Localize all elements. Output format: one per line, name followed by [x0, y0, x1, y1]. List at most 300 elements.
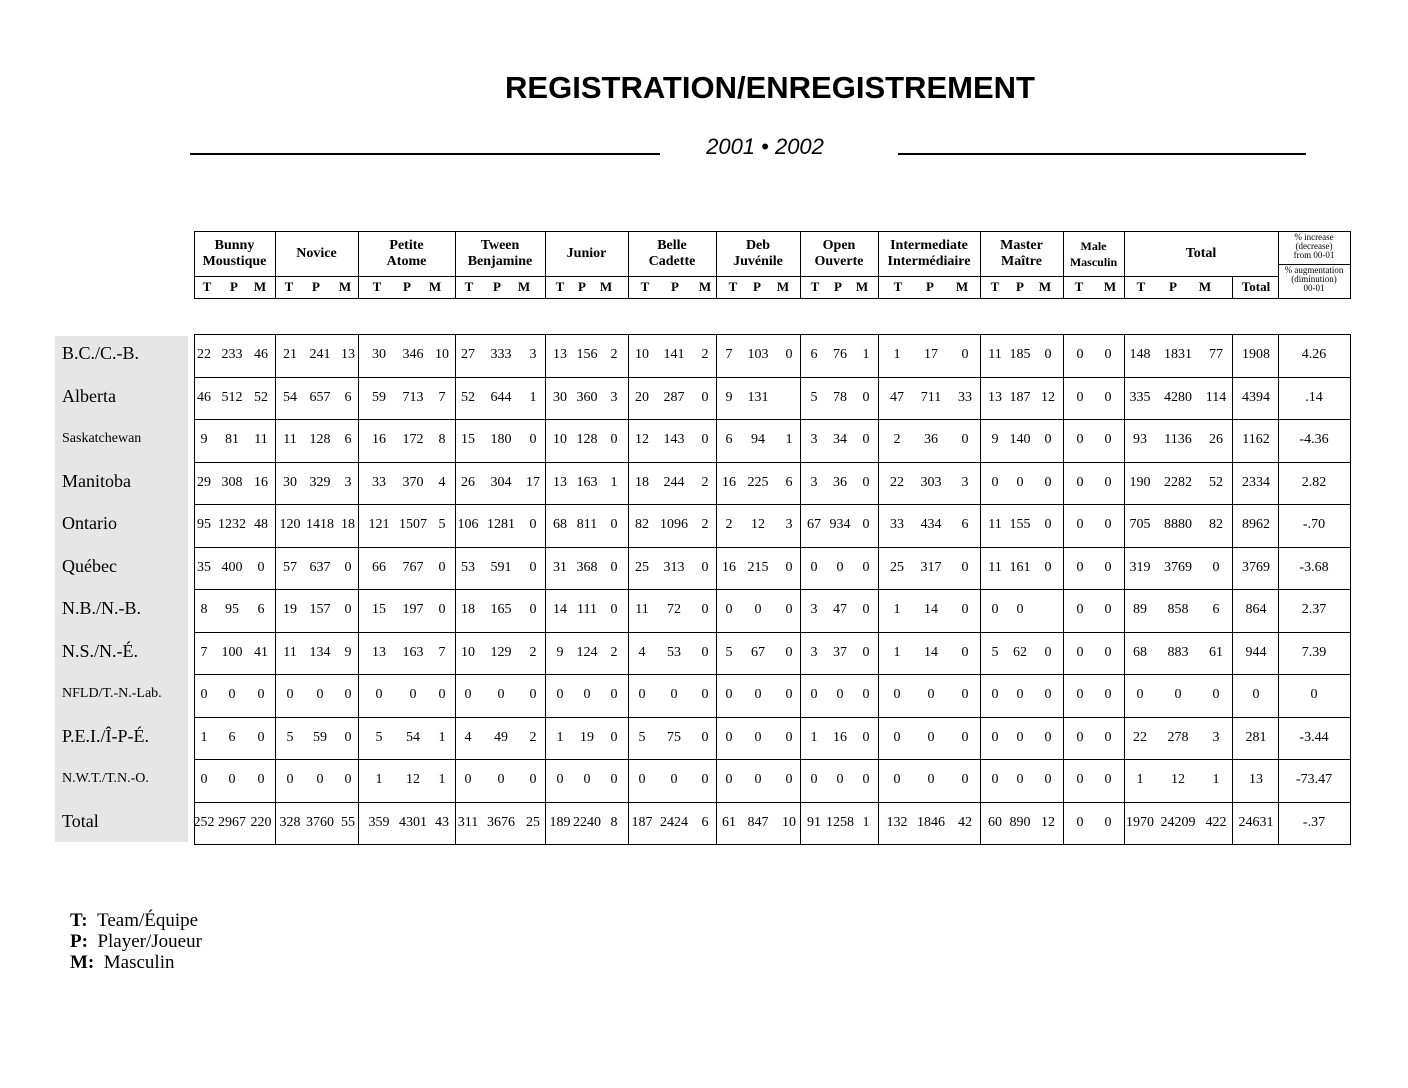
table-cell: 22	[1133, 729, 1147, 745]
table-cell: 11	[988, 559, 1002, 575]
table-cell: 0	[810, 772, 818, 787]
table-cell: 93	[1133, 432, 1147, 447]
table-cell: 713	[402, 389, 424, 405]
table-cell: 2240	[573, 814, 601, 830]
table-cell: 0	[927, 687, 935, 702]
table-cell: 12	[1041, 814, 1055, 830]
table-cell: 1908	[1242, 347, 1270, 362]
table-cell: 0	[1044, 559, 1052, 575]
table-cell: 0	[862, 644, 870, 660]
table-cell: 0	[464, 687, 472, 702]
table-cell: 8962	[1242, 517, 1270, 532]
table-cell: 15	[461, 432, 475, 447]
table-cell: 12	[635, 432, 649, 447]
table-cell: 0	[344, 729, 352, 745]
table-cell: 3	[810, 432, 818, 447]
group-name: Belle	[657, 237, 687, 253]
table-cell: 14	[924, 602, 938, 617]
header-bottom-line	[194, 298, 1351, 299]
table-cell: 33	[890, 517, 904, 532]
sub-header-t: T	[555, 279, 565, 294]
table-cell: 111	[577, 602, 597, 617]
pct-header-line: (diminution)	[1291, 274, 1337, 284]
table-cell: 72	[667, 602, 681, 617]
table-cell: 0	[785, 772, 793, 787]
legend-text: Team/Équipe	[97, 910, 199, 931]
group-name: Bunny	[214, 237, 255, 253]
legend-key: P:	[70, 931, 88, 952]
table-cell: 161	[1009, 559, 1031, 575]
group-name: Master	[1000, 237, 1043, 253]
table-cell: 10	[435, 347, 449, 362]
table-cell: 4394	[1242, 389, 1270, 405]
pct-header-bottom	[1278, 266, 1350, 293]
sub-header-p: P	[834, 279, 842, 294]
table-cell: 0	[344, 687, 352, 702]
sub-header-t: T	[284, 279, 294, 294]
table-cell: 9	[991, 432, 999, 447]
table-cell: 9	[200, 432, 208, 447]
table-cell: 0	[670, 687, 678, 702]
group-name: Junior	[566, 245, 607, 261]
table-cell: -4.36	[1299, 432, 1329, 447]
group-name: Intermediate	[890, 237, 968, 253]
table-cell: 434	[920, 517, 942, 532]
group-name-fr: Intermédiaire	[887, 253, 971, 269]
table-cell: 6	[344, 432, 352, 447]
table-cell: 346	[402, 347, 424, 362]
table-cell: 22	[197, 347, 211, 362]
column-line	[800, 334, 801, 844]
sub-header-p: P	[312, 279, 320, 294]
row-line	[194, 717, 1351, 718]
table-cell: 0	[810, 559, 818, 575]
table-cell: 0	[1044, 687, 1052, 702]
table-cell: 3	[961, 474, 969, 490]
table-cell: 33	[958, 389, 972, 405]
table-cell: 2	[610, 347, 618, 362]
table-cell: 19	[283, 602, 297, 617]
table-cell: 13	[553, 347, 567, 362]
table-cell: 0	[1044, 644, 1052, 660]
table-cell: 0	[991, 602, 999, 617]
table-cell: 68	[553, 517, 567, 532]
table-cell: 6	[725, 432, 733, 447]
group-header	[716, 232, 800, 275]
table-cell: 1	[610, 474, 618, 490]
table-cell: 1	[438, 772, 446, 787]
table-cell: 11	[635, 602, 649, 617]
row-line	[194, 589, 1351, 590]
table-cell: 890	[1009, 814, 1031, 830]
table-cell: 0	[610, 517, 618, 532]
table-cell: 0	[1104, 559, 1112, 575]
table-cell: 1	[375, 772, 383, 787]
group-header	[1063, 232, 1124, 275]
legend-text: Masculin	[103, 952, 175, 973]
table-cell: 0	[1104, 389, 1112, 405]
pct-header-line: 00-01	[1303, 283, 1325, 293]
header-right-line	[1350, 231, 1351, 298]
table-cell: 15	[372, 602, 386, 617]
row-label: Saskatchewan	[62, 431, 142, 446]
row-label-column	[55, 336, 188, 842]
legend-item	[70, 952, 174, 973]
group-header	[358, 232, 455, 275]
table-cell: 0	[1016, 729, 1024, 745]
table-cell: -3.44	[1299, 729, 1329, 745]
table-cell: 187	[631, 814, 653, 830]
column-line	[1232, 334, 1233, 844]
column-line	[275, 334, 276, 844]
table-cell: 1	[556, 729, 564, 745]
table-cell: 2	[725, 517, 733, 532]
table-cell: 0	[725, 772, 733, 787]
table-cell: 7	[438, 644, 446, 660]
group-name: Petite	[389, 237, 424, 253]
group-name: Tween	[480, 237, 520, 253]
table-cell: 4301	[399, 814, 427, 830]
table-cell: 0	[610, 602, 618, 617]
table-cell: 5	[375, 729, 383, 745]
table-cell: 0	[961, 729, 969, 745]
table-cell: 0	[556, 772, 564, 787]
table-cell: .14	[1305, 389, 1323, 405]
group-name-fr: Atome	[386, 253, 427, 269]
table-cell: 1281	[487, 517, 515, 532]
table-cell: 30	[372, 347, 386, 362]
table-cell: 0	[529, 559, 537, 575]
table-cell: 128	[576, 432, 598, 447]
table-cell: 0	[610, 729, 618, 745]
table-cell: 0	[991, 772, 999, 787]
column-line	[1124, 334, 1125, 844]
group-name: Novice	[296, 245, 337, 261]
table-cell: 13	[1249, 772, 1263, 787]
table-cell: 0	[1044, 729, 1052, 745]
table-cell: 1507	[399, 517, 427, 532]
table-cell: 0	[836, 772, 844, 787]
table-cell: 52	[254, 389, 268, 405]
table-cell: 5	[991, 644, 999, 660]
table-cell: 0	[754, 772, 762, 787]
table-cell: 6	[701, 814, 709, 830]
sub-header-p: P	[926, 279, 934, 294]
table-cell: 637	[309, 559, 331, 575]
table-cell: 143	[663, 432, 685, 447]
table-cell: 49	[494, 729, 508, 745]
table-cell: 252	[193, 814, 215, 830]
table-cell: 54	[406, 729, 420, 745]
sub-header-m: M	[698, 279, 712, 294]
table-cell: 0	[1104, 772, 1112, 787]
sub-header-t: T	[1136, 279, 1146, 294]
table-cell: 156	[576, 347, 598, 362]
table-cell: 0	[610, 772, 618, 787]
table-cell: 95	[197, 517, 211, 532]
group-name: Open	[822, 237, 856, 253]
table-cell: 370	[402, 474, 424, 490]
column-line	[878, 334, 879, 844]
group-name-fr: Benjamine	[467, 253, 533, 269]
table-cell: 1418	[306, 517, 334, 532]
table-cell: 0	[1016, 687, 1024, 702]
table-cell: 244	[663, 474, 685, 490]
table-cell: 11	[254, 432, 268, 447]
table-cell: 134	[309, 644, 331, 660]
header-mask	[1231, 232, 1234, 276]
table-cell: 0	[1076, 474, 1084, 490]
group-header-text	[296, 246, 336, 262]
table-cell: 25	[635, 559, 649, 575]
table-cell: 1136	[1164, 432, 1192, 447]
table-cell: 140	[1009, 432, 1031, 447]
table-cell: 3676	[487, 814, 515, 830]
table-cell: 0	[286, 772, 294, 787]
column-line	[1350, 334, 1351, 844]
table-cell: 1970	[1126, 814, 1154, 830]
table-cell: 0	[862, 687, 870, 702]
table-cell: 335	[1129, 389, 1151, 405]
table-cell: 6	[785, 474, 793, 490]
table-cell: 82	[635, 517, 649, 532]
group-header	[1232, 232, 1278, 275]
table-cell: 313	[663, 559, 685, 575]
table-cell: 0	[862, 772, 870, 787]
table-cell: 180	[490, 432, 512, 447]
table-cell: 0	[286, 687, 294, 702]
table-cell: 24209	[1160, 814, 1196, 830]
table-cell: 0	[556, 687, 564, 702]
table-cell: 46	[254, 347, 268, 362]
legend-spacer	[94, 952, 104, 973]
table-cell: 55	[341, 814, 355, 830]
table-cell: 3769	[1242, 559, 1270, 575]
table-cell: 0	[610, 559, 618, 575]
table-cell: 328	[279, 814, 301, 830]
table-cell: 0	[497, 687, 505, 702]
table-cell: 3	[810, 644, 818, 660]
sub-header-p: P	[1169, 279, 1177, 294]
table-cell: 0	[583, 687, 591, 702]
table-cell: 7	[725, 347, 733, 362]
table-cell: 94	[751, 432, 765, 447]
row-label: N.B./N.-B.	[62, 598, 142, 618]
legend-item	[70, 910, 198, 931]
table-cell: 0	[1310, 687, 1318, 702]
table-cell: 0	[862, 517, 870, 532]
table-cell: 12	[406, 772, 420, 787]
table-cell: 2	[529, 729, 537, 745]
table-cell: 0	[1076, 559, 1084, 575]
table-cell: 2334	[1242, 474, 1270, 490]
table-cell: 6	[1212, 602, 1220, 617]
table-cell: 0	[529, 432, 537, 447]
table-cell: 0	[927, 772, 935, 787]
table-cell: 6	[344, 389, 352, 405]
table-cell: 864	[1245, 602, 1267, 617]
sub-header-m: M	[955, 279, 969, 294]
table-cell: 6	[961, 517, 969, 532]
table-cell: 644	[490, 389, 512, 405]
table-cell: 2.37	[1301, 602, 1327, 617]
table-cell: 27	[461, 347, 475, 362]
sub-header-t: T	[893, 279, 903, 294]
table-cell: 0	[257, 559, 265, 575]
table-cell: 41	[254, 644, 268, 660]
table-cell: 0	[701, 772, 709, 787]
table-cell: 705	[1129, 517, 1151, 532]
table-cell: 0	[961, 559, 969, 575]
table-cell: 131	[747, 389, 769, 405]
sub-header-t: T	[640, 279, 650, 294]
table-cell: 0	[344, 772, 352, 787]
pct-header-line: % increase	[1294, 232, 1334, 242]
table-cell: 311	[457, 814, 479, 830]
table-cell: 0	[610, 687, 618, 702]
sub-header-total: Total	[1241, 279, 1271, 294]
table-cell: 13	[988, 389, 1002, 405]
table-cell: 422	[1205, 814, 1227, 830]
legend-spacer	[88, 910, 98, 931]
table-cell: 0	[1016, 772, 1024, 787]
table-cell: 0	[610, 432, 618, 447]
table-cell: 0	[961, 432, 969, 447]
table-cell: 767	[402, 559, 424, 575]
column-line	[455, 334, 456, 844]
table-cell: 68	[1133, 644, 1147, 660]
table-cell: 148	[1129, 347, 1151, 362]
table-cell: 1831	[1164, 347, 1192, 362]
legend-key: M:	[70, 952, 95, 973]
table-cell: 303	[920, 474, 942, 490]
table-cell: 12	[1171, 772, 1185, 787]
table-cell: 4280	[1164, 389, 1192, 405]
table-cell: 0	[701, 389, 709, 405]
title-rule-right	[898, 153, 1306, 155]
pct-header-line: % augmentation	[1284, 265, 1344, 275]
table-cell: 0	[638, 687, 646, 702]
table-cell: 54	[283, 389, 297, 405]
table-cell: 91	[807, 814, 821, 830]
table-cell: 36	[833, 474, 847, 490]
group-header	[194, 232, 275, 275]
sub-header-t: T	[464, 279, 474, 294]
table-cell: 1	[893, 602, 901, 617]
sub-header-m: M	[428, 279, 442, 294]
table-cell: 0	[1044, 432, 1052, 447]
table-cell: 20	[635, 389, 649, 405]
table-cell: 0	[1044, 474, 1052, 490]
table-cell: 333	[490, 347, 512, 362]
table-cell: 858	[1167, 602, 1189, 617]
table-cell: 1	[1212, 772, 1220, 787]
table-cell: 197	[402, 602, 424, 617]
row-line	[194, 462, 1351, 463]
sub-header-m: M	[1198, 279, 1212, 294]
table-cell: 847	[747, 814, 769, 830]
table-cell: -.37	[1302, 814, 1326, 830]
table-cell: 0	[961, 772, 969, 787]
title-rule-left	[190, 153, 660, 155]
row-line	[194, 504, 1351, 505]
table-cell: 1	[1136, 772, 1144, 787]
group-header-text	[888, 238, 971, 270]
column-line	[358, 334, 359, 844]
table-cell: 0	[529, 602, 537, 617]
table-cell: 0	[961, 687, 969, 702]
table-cell: 0	[701, 602, 709, 617]
table-cell: 0	[1016, 474, 1024, 490]
table-cell: 5	[286, 729, 294, 745]
table-cell: 3	[810, 602, 818, 617]
table-cell: 0	[1076, 644, 1084, 660]
group-header-text	[468, 238, 533, 270]
table-cell: 4	[464, 729, 472, 745]
table-cell: 0	[1104, 602, 1112, 617]
table-cell: 1	[893, 347, 901, 362]
table-cell: 0	[754, 729, 762, 745]
group-name: Total	[1185, 245, 1217, 261]
table-cell: 37	[833, 644, 847, 660]
group-header-text	[1070, 238, 1117, 270]
row-line	[194, 419, 1351, 420]
table-cell: 26	[1209, 432, 1223, 447]
body-top-line	[194, 334, 1351, 335]
table-cell: 2	[701, 347, 709, 362]
table-cell: 0	[1016, 602, 1024, 617]
table-cell: 1	[862, 347, 870, 362]
sub-header-m: M	[599, 279, 613, 294]
sub-header-t: T	[990, 279, 1000, 294]
table-cell: 11	[988, 347, 1002, 362]
table-cell: 9	[344, 644, 352, 660]
sub-header-m: M	[855, 279, 869, 294]
table-cell: 1096	[660, 517, 688, 532]
group-name: Male	[1080, 238, 1107, 253]
group-name-fr: Masculin	[1069, 254, 1118, 269]
sub-header-t: T	[810, 279, 820, 294]
table-cell: 0	[862, 432, 870, 447]
table-cell: 8	[438, 432, 446, 447]
table-cell: 77	[1209, 347, 1223, 362]
table-cell: 66	[372, 559, 386, 575]
table-cell: 3769	[1164, 559, 1192, 575]
table-cell: 157	[309, 602, 331, 617]
table-cell: 2	[610, 644, 618, 660]
table-cell: 3760	[306, 814, 334, 830]
table-cell: 30	[283, 474, 297, 490]
table-cell: 75	[667, 729, 681, 745]
header-mid-line-total	[1124, 276, 1278, 277]
row-line	[194, 547, 1351, 548]
table-cell: 82	[1209, 517, 1223, 532]
group-header-text	[1186, 246, 1217, 262]
table-cell: 6	[228, 729, 236, 745]
row-line	[194, 802, 1351, 803]
table-cell: 25	[526, 814, 540, 830]
sub-header-m: M	[517, 279, 531, 294]
table-cell: 6	[257, 602, 265, 617]
table-cell: 0	[1044, 517, 1052, 532]
table-cell: 0	[862, 389, 870, 405]
table-cell: 2282	[1164, 474, 1192, 490]
table-cell: 0	[497, 772, 505, 787]
table-cell: 9	[556, 644, 564, 660]
table-cell: 57	[283, 559, 297, 575]
table-cell: 0	[701, 432, 709, 447]
table-cell: 0	[228, 687, 236, 702]
